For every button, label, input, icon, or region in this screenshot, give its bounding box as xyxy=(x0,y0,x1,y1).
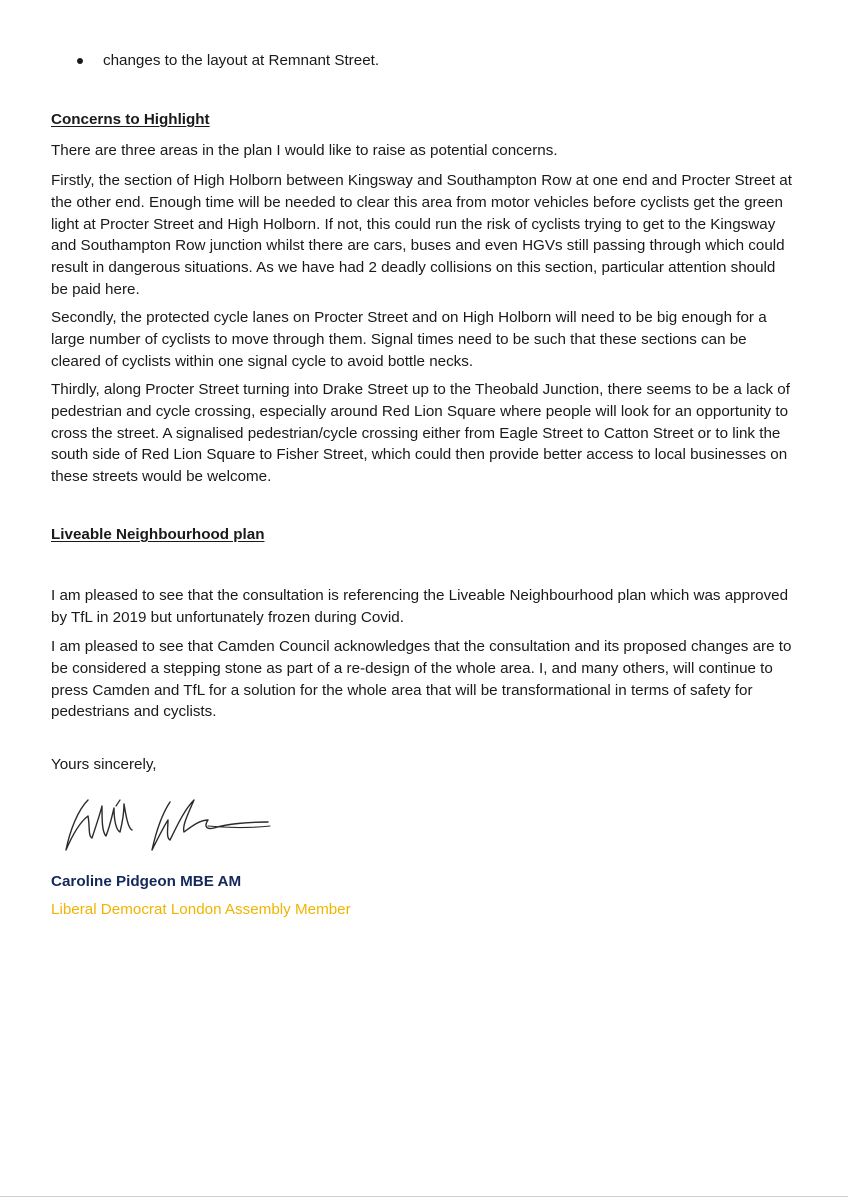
handwritten-signature xyxy=(58,786,278,858)
liveable-paragraph-2: I am pleased to see that Camden Council acknowledges that the consultation and its proposed changes are to be considered a stepping stone as part of a re-design of the whole area. I, and many others, will continue to press Camden and TfL for a solution for the whole area that will be transformational in terms of safety for pedestrians and cyclists. xyxy=(51,638,792,721)
liveable-paragraph-1: I am pleased to see that the consultation is referencing the Liveable Neighbourhood plan which was approved by TfL in 2019 but unfortunately frozen during Covid. xyxy=(51,587,789,626)
bullet-text: changes to the layout at Remnant Street. xyxy=(103,52,380,69)
concerns-intro: There are three areas in the plan I would like to raise as potential concerns. xyxy=(51,142,558,159)
concerns-paragraph-2: Secondly, the protected cycle lanes on Procter Street and on High Holborn will need to be big enough for a large number of cyclists to move through them. Signal times need to be such that these sections can be cleared of cyclists within one signal cycle to avoid bottle necks. xyxy=(51,309,767,370)
concerns-paragraph-3: Thirdly, along Procter Street turning into Drake Street up to the Theobald Junction, there seems to be a lack of pedestrian and cycle crossing, especially around Red Lion Square where people will look for an opportunity to cross the street. A signalised pedestrian/cycle crossing either from Eagle Street to Catton Street or to link the south side of Red Lion Square to Fisher Street, which could then provide better access to local businesses on these streets would be welcome. xyxy=(51,381,790,486)
signer-name: Caroline Pidgeon MBE AM xyxy=(51,873,242,890)
signer-role: Liberal Democrat London Assembly Member xyxy=(51,901,351,918)
closing-salutation: Yours sincerely, xyxy=(51,756,157,773)
concerns-heading: Concerns to Highlight xyxy=(51,111,210,128)
bullet-item xyxy=(51,50,811,72)
concerns-paragraph-1: Firstly, the section of High Holborn between Kingsway and Southampton Row at one end and Procter Street at the other end. Enough time will be needed to clear this area from motor vehicles before cyclists get the green light at Procter Street and High Holborn. If not, this could run the risk of cyclists trying to get to the Kingsway and Southampton Row junction whilst there are cars, buses and even HGVs still passing through which could result in dangerous situations. As we have had 2 deadly collisions on this section, particular attention should be paid here. xyxy=(51,172,792,298)
liveable-heading: Liveable Neighbourhood plan xyxy=(51,526,265,543)
page-divider xyxy=(0,1196,848,1197)
bullet-dot-icon xyxy=(77,58,83,64)
